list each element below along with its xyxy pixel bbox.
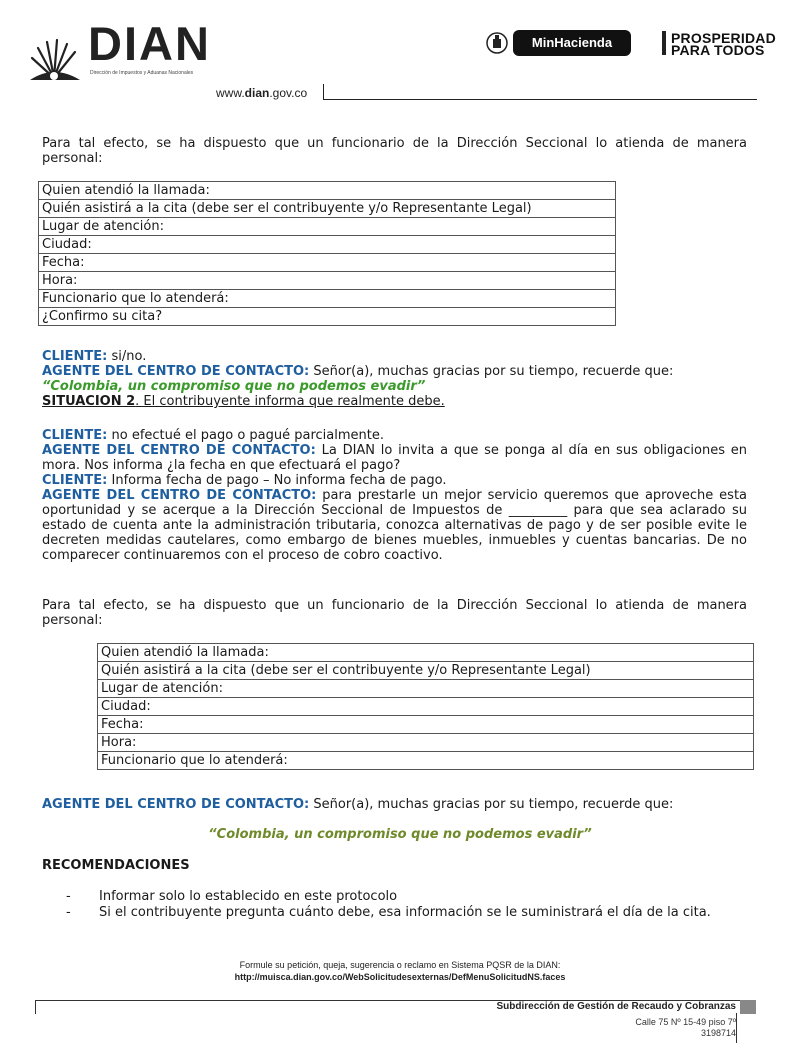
minhacienda-badge: MinHacienda	[513, 30, 631, 56]
table-row	[98, 734, 754, 752]
closing-agent-line	[42, 797, 747, 812]
closing-slogan: “Colombia, un compromiso que no podemos evadir”	[208, 827, 592, 842]
table-cell: Quién asistirá a la cita (debe ser el contribuyente y/o Representante Legal)	[39, 200, 616, 218]
table-row	[98, 662, 754, 680]
agent-label: AGENTE DEL CENTRO DE CONTACTO:	[42, 364, 310, 379]
agent-label: AGENTE DEL CENTRO DE CONTACTO:	[42, 443, 316, 458]
table-cell: Funcionario que lo atenderá:	[39, 290, 616, 308]
footer-divider-left	[35, 1000, 36, 1014]
table-cell: Quien atendió la llamada:	[98, 644, 754, 662]
table-cell: Quién asistirá a la cita (debe ser el contribuyente y/o Representante Legal)	[98, 662, 754, 680]
dialog-block-2	[42, 428, 747, 563]
dian-logo-subtitle: Dirección de Impuestos y Aduanas Nacionales	[90, 70, 194, 76]
table-cell: Fecha:	[39, 254, 616, 272]
bullet-dash: -	[66, 889, 71, 904]
table-cell: Ciudad:	[98, 698, 754, 716]
prosperidad-line1: PROSPERIDAD	[671, 30, 776, 46]
header-divider-tick	[323, 84, 324, 100]
situation-heading	[42, 394, 747, 409]
url-suffix: .gov.co	[269, 86, 308, 100]
agent-label: AGENTE DEL CENTRO DE CONTACTO:	[42, 797, 310, 812]
table-cell: Funcionario que lo atenderá:	[98, 752, 754, 770]
table-row	[39, 254, 616, 272]
recommendation-item: Informar solo lo establecido en este protocolo	[99, 889, 398, 904]
dian-logo-text: DIAN	[88, 17, 211, 70]
table-cell: Hora:	[98, 734, 754, 752]
client-text: no efectué el pago o pagué parcialmente.	[107, 428, 384, 443]
url-bold: dian	[244, 86, 270, 100]
table-cell: Lugar de atención:	[39, 218, 616, 236]
client-text: Informa fecha de pago – No informa fecha de pago.	[107, 473, 447, 488]
table-row	[98, 716, 754, 734]
agent-text: La DIAN lo invita a que se ponga al día en sus obligaciones en mora. Nos informa ¿la fecha en que efectuará el pago?	[42, 443, 747, 473]
agent-text: para prestarle un mejor servicio queremos que aproveche esta oportunidad y se acerque a la Dirección Seccional de Impuestos de _________ para que sea aclarado su estado de cuenta ante la administración tributaria, conozca alternativas de pago y de ser posible evite le decreten medidas cautelares, como embargo de bienes muebles, inmuebles y cuentas bancarias. De no comparecer continuaremos con el proceso de cobro coactivo.	[42, 488, 748, 563]
table-row	[39, 308, 616, 326]
bullet-dash: -	[66, 905, 71, 920]
table-row	[98, 680, 754, 698]
table-cell: Lugar de atención:	[98, 680, 754, 698]
client-label: CLIENTE:	[42, 473, 108, 488]
agent-label: AGENTE DEL CENTRO DE CONTACTO:	[42, 488, 317, 503]
website-url[interactable]	[216, 86, 307, 100]
agent-text: Señor(a), muchas gracias por su tiempo, recuerde que:	[309, 364, 674, 379]
table-row	[39, 182, 616, 200]
agent-line	[42, 488, 747, 563]
footer-phone: 3198714	[700, 1028, 736, 1038]
agent-text: Señor(a), muchas gracias por su tiempo, recuerde que:	[309, 797, 674, 812]
recommendation-item: Si el contribuyente pregunta cuánto debe, esa información se le suministrará el día de la cita.	[99, 905, 711, 920]
client-line	[42, 428, 747, 443]
recommendations-title: RECOMENDACIONES	[42, 858, 190, 873]
prosperidad-line2: PARA TODOS	[671, 42, 765, 58]
table-row	[98, 752, 754, 770]
footer-gray-block	[740, 1000, 756, 1014]
header-divider	[323, 99, 757, 100]
appointment-table-1	[38, 181, 616, 326]
table-row	[98, 698, 754, 716]
intro-paragraph-1: Para tal efecto, se ha dispuesto que un funcionario de la Dirección Seccional lo atienda de manera personal:	[42, 136, 747, 166]
dialog-block-1	[42, 349, 747, 409]
footer-address: Calle 75 Nº 15-49 piso 7º	[635, 1017, 736, 1027]
prosperidad-bar	[662, 31, 666, 55]
dian-logo-icon	[24, 34, 84, 84]
table-cell: Quien atendió la llamada:	[39, 182, 616, 200]
table-row	[39, 272, 616, 290]
appointment-table-2	[97, 643, 754, 770]
situation-label: SITUACION 2	[42, 394, 136, 409]
table-cell: Hora:	[39, 272, 616, 290]
slogan-text: “Colombia, un compromiso que no podemos evadir”	[42, 379, 426, 394]
client-text: si/no.	[107, 349, 147, 364]
agent-line	[42, 364, 747, 379]
table-row	[39, 200, 616, 218]
table-cell: Ciudad:	[39, 236, 616, 254]
footer-office: Subdirección de Gestión de Recaudo y Cobranzas	[496, 1001, 736, 1012]
url-prefix: www.	[216, 86, 245, 100]
client-label: CLIENTE:	[42, 428, 108, 443]
colombia-seal-icon	[486, 31, 508, 55]
footer-note: Formule su petición, queja, sugerencia o reclamo en Sistema PQSR de la DIAN:	[239, 960, 561, 970]
table-cell: Fecha:	[98, 716, 754, 734]
intro-paragraph-2: Para tal efecto, se ha dispuesto que un funcionario de la Dirección Seccional lo atienda de manera personal:	[42, 598, 747, 628]
table-cell: ¿Confirmo su cita?	[39, 308, 616, 326]
table-row	[39, 290, 616, 308]
client-line	[42, 473, 747, 488]
table-row	[39, 218, 616, 236]
footer-vertical-line	[736, 1013, 737, 1043]
table-row	[98, 644, 754, 662]
client-label: CLIENTE:	[42, 349, 108, 364]
footer-link[interactable]: http://muisca.dian.gov.co/WebSolicitudesexternas/DefMenuSolicitudNS.faces	[234, 972, 566, 982]
client-line	[42, 349, 747, 364]
situation-text: . El contribuyente informa que realmente debe.	[135, 394, 445, 409]
table-row	[39, 236, 616, 254]
agent-line	[42, 443, 747, 473]
